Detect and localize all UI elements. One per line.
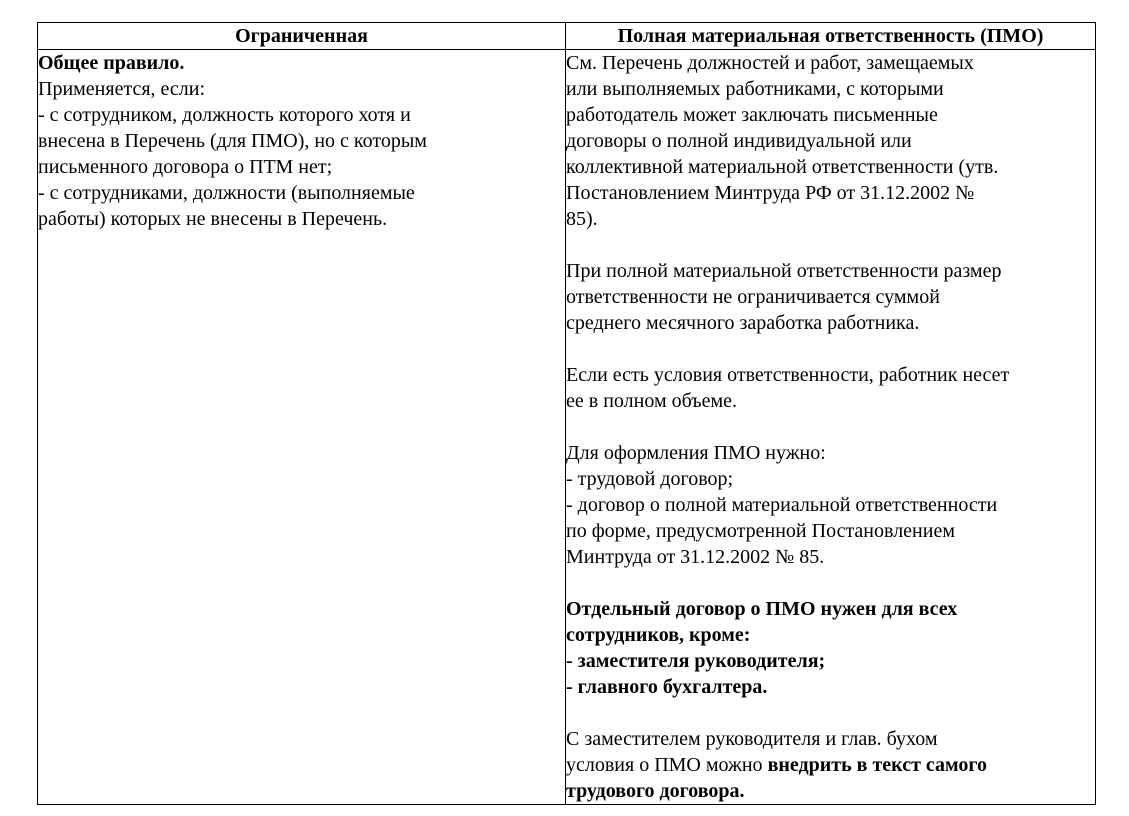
exception-dash: - (566, 650, 578, 672)
right-line: С заместителем руководителя и глав. бухом (566, 728, 938, 750)
limited-liability-cell (38, 50, 566, 805)
list-reference-paragraph (566, 50, 1095, 232)
embed-in-contract-paragraph (566, 726, 1095, 804)
left-line: Применяется, если: (38, 78, 206, 100)
right-line: трудового договора. (566, 780, 745, 802)
right-line: При полной материальной ответственности размер (566, 260, 1002, 282)
left-line: внесена в Перечень (для ПМО), но с которым (38, 130, 427, 152)
right-line: договоры о полной индивидуальной или (566, 130, 912, 152)
right-line: сотрудников, кроме: (566, 624, 751, 646)
exception-deputy-head: заместителя руководителя; (577, 650, 826, 672)
right-line: коллективной материальной ответственности (утв. (566, 156, 999, 178)
right-line: среднего месячного заработка работника. (566, 312, 920, 334)
right-line: Минтруда от 31.12.2002 № 85. (566, 546, 825, 568)
right-line: 85). (566, 208, 598, 230)
exception-dash: - (566, 676, 578, 698)
table-body-row (38, 50, 1096, 805)
right-line: или выполняемых работниками, с которыми (566, 78, 944, 100)
right-line: - договор о полной материальной ответственности (566, 494, 998, 516)
header-full-liability: Полная материальная ответственность (ПМО) (566, 23, 1096, 50)
header-limited: Ограниченная (38, 23, 566, 50)
left-line: - с сотрудниками, должности (выполняемые (38, 182, 415, 204)
exception-item (566, 674, 1095, 700)
right-line: Отдельный договор о ПМО нужен для всех (566, 598, 958, 620)
general-rule-title: Общее правило. (38, 52, 185, 74)
right-line: Постановлением Минтруда РФ от 31.12.2002 № (566, 182, 975, 204)
right-line: Для оформления ПМО нужно: (566, 442, 826, 464)
unlimited-amount-paragraph (566, 258, 1095, 336)
right-line: См. Перечень должностей и работ, замещаемых (566, 52, 974, 74)
liability-comparison-table (37, 22, 1096, 805)
right-line-bold-part: внедрить в текст самого (767, 754, 987, 776)
left-line: письменного договора о ПТМ нет; (38, 156, 333, 178)
right-line: - трудовой договор; (566, 468, 734, 490)
left-line: - с сотрудником, должность которого хотя и (38, 104, 411, 126)
full-liability-cell (566, 50, 1096, 805)
registration-requirements-paragraph (566, 440, 1095, 570)
separate-contract-paragraph (566, 596, 1095, 700)
table-header-row (38, 23, 1096, 50)
right-line: по форме, предусмотренной Постановлением (566, 520, 955, 542)
right-line-mixed (566, 752, 1095, 778)
exception-chief-accountant: главного бухгалтера. (577, 676, 768, 698)
right-line: Если есть условия ответственности, работник несет (566, 364, 1010, 386)
exception-item (566, 648, 1095, 674)
right-line: работодатель может заключать письменные (566, 104, 938, 126)
right-line: ее в полном объеме. (566, 390, 738, 412)
left-line: работы) которых не внесены в Перечень. (38, 208, 388, 230)
full-volume-paragraph (566, 362, 1095, 414)
right-line-normal-part: условия о ПМО можно (566, 754, 768, 776)
right-line: ответственности не ограничивается суммой (566, 286, 940, 308)
